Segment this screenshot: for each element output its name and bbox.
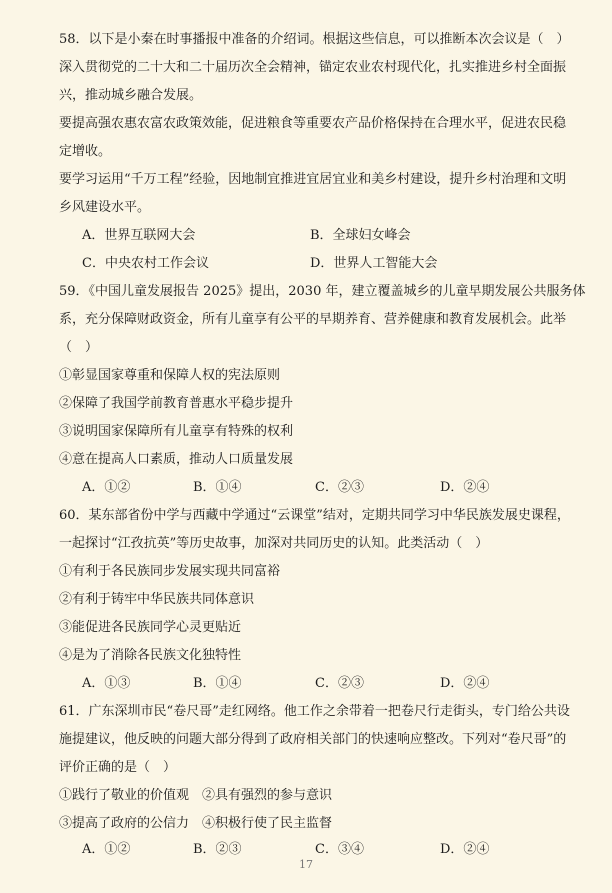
- question-stem-line: 58．以下是小秦在时事播报中准备的介绍词。根据这些信息，可以推断本次会议是（ ）: [59, 32, 570, 47]
- option-b[interactable]: B．全球妇女峰会: [310, 228, 411, 243]
- question-stem-line: 评价正确的是（ ）: [59, 760, 177, 775]
- option-b[interactable]: B．①④: [193, 676, 242, 691]
- statements-1-2: ①践行了敬业的价值观 ②具有强烈的参与意识: [59, 788, 333, 803]
- statement-2: ②有利于铸牢中华民族共同体意识: [59, 592, 255, 607]
- option-c[interactable]: C．③④: [315, 842, 364, 857]
- option-d[interactable]: D．②④: [440, 480, 490, 495]
- statement-1: ①彰显国家尊重和保障人权的宪法原则: [59, 368, 281, 383]
- option-c[interactable]: C．②③: [315, 676, 364, 691]
- statement-1: ①有利于各民族同步发展实现共同富裕: [59, 564, 281, 579]
- option-a[interactable]: A．世界互联网大会: [82, 228, 196, 243]
- statement-3: ③说明国家保障所有儿童享有特殊的权利: [59, 424, 294, 439]
- option-d[interactable]: D．世界人工智能大会: [310, 256, 438, 271]
- question-stem-line: 一起探讨“江孜抗英”等历史故事，加深对共同历史的认知。此类活动（ ）: [59, 536, 489, 551]
- question-stem-line: （ ）: [59, 340, 99, 355]
- option-b[interactable]: B．②③: [193, 842, 242, 857]
- option-a[interactable]: A．①②: [82, 480, 131, 495]
- option-d[interactable]: D．②④: [440, 842, 490, 857]
- option-c[interactable]: C．②③: [315, 480, 364, 495]
- option-d[interactable]: D．②④: [440, 676, 490, 691]
- statement-4: ④意在提高人口素质，推动人口质量发展: [59, 452, 294, 467]
- question-stem-line: 兴，推动城乡融合发展。: [59, 88, 203, 103]
- statement-3: ③能促进各民族同学心灵更贴近: [59, 620, 242, 635]
- question-stem-line: 要学习运用“千万工程”经验，因地制宜推进宜居宜业和美乡村建设，提升乡村治理和文明: [59, 172, 567, 187]
- question-stem-line: 深入贯彻党的二十大和二十届历次全会精神，锚定农业农村现代化，扎实推进乡村全面振: [59, 60, 567, 75]
- statements-3-4: ③提高了政府的公信力 ④积极行使了民主监督: [59, 816, 333, 831]
- question-stem-line: 系，充分保障财政资金，所有儿童享有公平的早期养育、营养健康和教育发展机会。此举: [59, 312, 567, 327]
- page-number: 17: [299, 858, 313, 871]
- question-stem-line: 59．《中国儿童发展报告 2025》提出，2030 年，建立覆盖城乡的儿童早期发展公共服务体: [59, 284, 586, 299]
- question-stem-line: 60．某东部省份中学与西藏中学通过“云课堂”结对，定期共同学习中华民族发展史课程，: [59, 508, 570, 523]
- statement-2: ②保障了我国学前教育普惠水平稳步提升: [59, 396, 294, 411]
- option-b[interactable]: B．①④: [193, 480, 242, 495]
- question-stem-line: 乡风建设水平。: [59, 200, 151, 215]
- option-a[interactable]: A．①②: [82, 842, 131, 857]
- question-stem-line: 施提建议，他反映的问题大部分得到了政府相关部门的快速响应整改。下列对“卷尺哥”的: [59, 732, 567, 747]
- question-stem-line: 61．广东深圳市民“卷尺哥”走红网络。他工作之余带着一把卷尺行走街头，专门给公共设: [59, 704, 570, 719]
- question-stem-line: 定增收。: [59, 144, 112, 159]
- question-stem-line: 要提高强农惠农富农政策效能，促进粮食等重要农产品价格保持在合理水平，促进农民稳: [59, 116, 567, 131]
- option-c[interactable]: C．中央农村工作会议: [82, 256, 209, 271]
- statement-4: ④是为了消除各民族文化独特性: [59, 648, 242, 663]
- option-a[interactable]: A．①③: [82, 676, 131, 691]
